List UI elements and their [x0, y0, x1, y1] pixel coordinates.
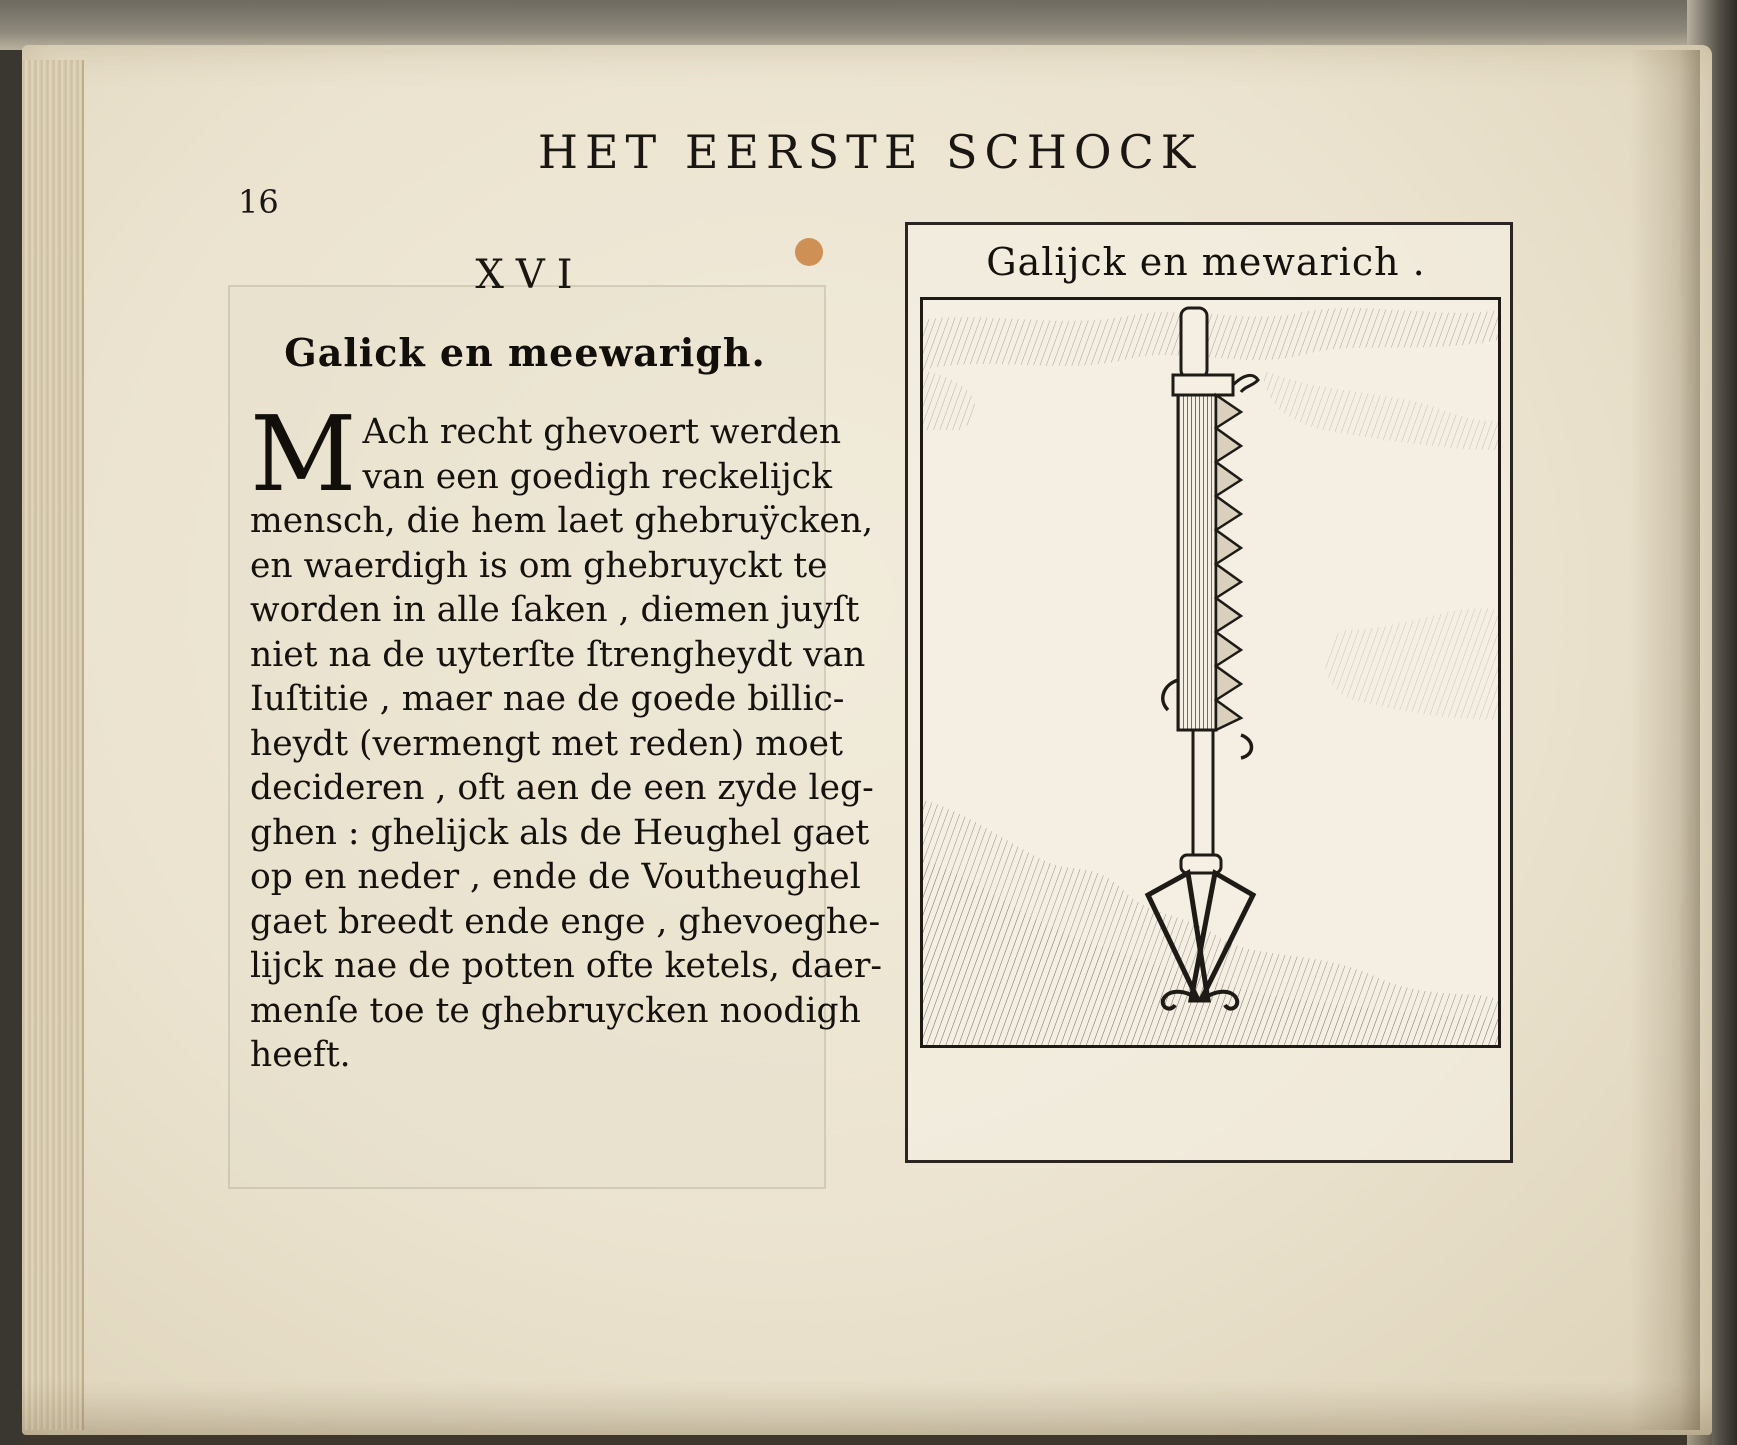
gutter-shadow [1630, 50, 1700, 1430]
page-stack-edges [22, 60, 84, 1430]
text-line: lijck nae de potten ofte ketels, daer- [250, 946, 883, 986]
text-line: Ach recht ghevoert werden [362, 412, 842, 452]
page-number: 16 [238, 183, 279, 221]
background-surface [0, 0, 1737, 50]
text-line: van een goedigh reckelijck [362, 456, 832, 497]
section-number: XVI [475, 252, 585, 298]
text-line: mensch, die hem laet ghebruÿcken, [250, 501, 874, 541]
text-line: op en neder , ende de Voutheughel [250, 857, 861, 897]
ink-stain [795, 238, 823, 266]
pot-hanger-engraving [923, 300, 1498, 1045]
section-title: Galick en meewarigh. [284, 330, 766, 375]
plate-title: Galijck en mewarich . [986, 240, 1426, 284]
engraving-illustration [920, 297, 1501, 1048]
text-line: heydt (vermengt met reden) moet [250, 723, 843, 764]
text-line: Iuſtitie , maer nae de goede billic- [250, 679, 845, 719]
body-text [250, 393, 883, 1078]
bottom-shadow [22, 1380, 1712, 1445]
text-line: gaet breedt ende enge , ghevoeghe- [250, 901, 881, 942]
text-line: worden in alle ſaken , diemen juyſt [250, 590, 860, 630]
text-line: ghen : ghelijck als de Heughel gaet [250, 812, 870, 853]
running-head: HET EERSTE SCHOCK [537, 125, 1203, 179]
text-line: heeft. [250, 1035, 351, 1075]
text-line: en waerdigh is om ghebruyckt te [250, 545, 828, 586]
text-line: decideren , oft aen de een zyde leg- [250, 768, 874, 808]
drop-cap: M [250, 393, 357, 515]
pot-hanger [1148, 308, 1258, 1009]
text-line: menſe toe te ghebruycken noodigh [250, 990, 861, 1031]
text-line: niet na de uyterſte ſtrengheydt van [250, 634, 866, 675]
